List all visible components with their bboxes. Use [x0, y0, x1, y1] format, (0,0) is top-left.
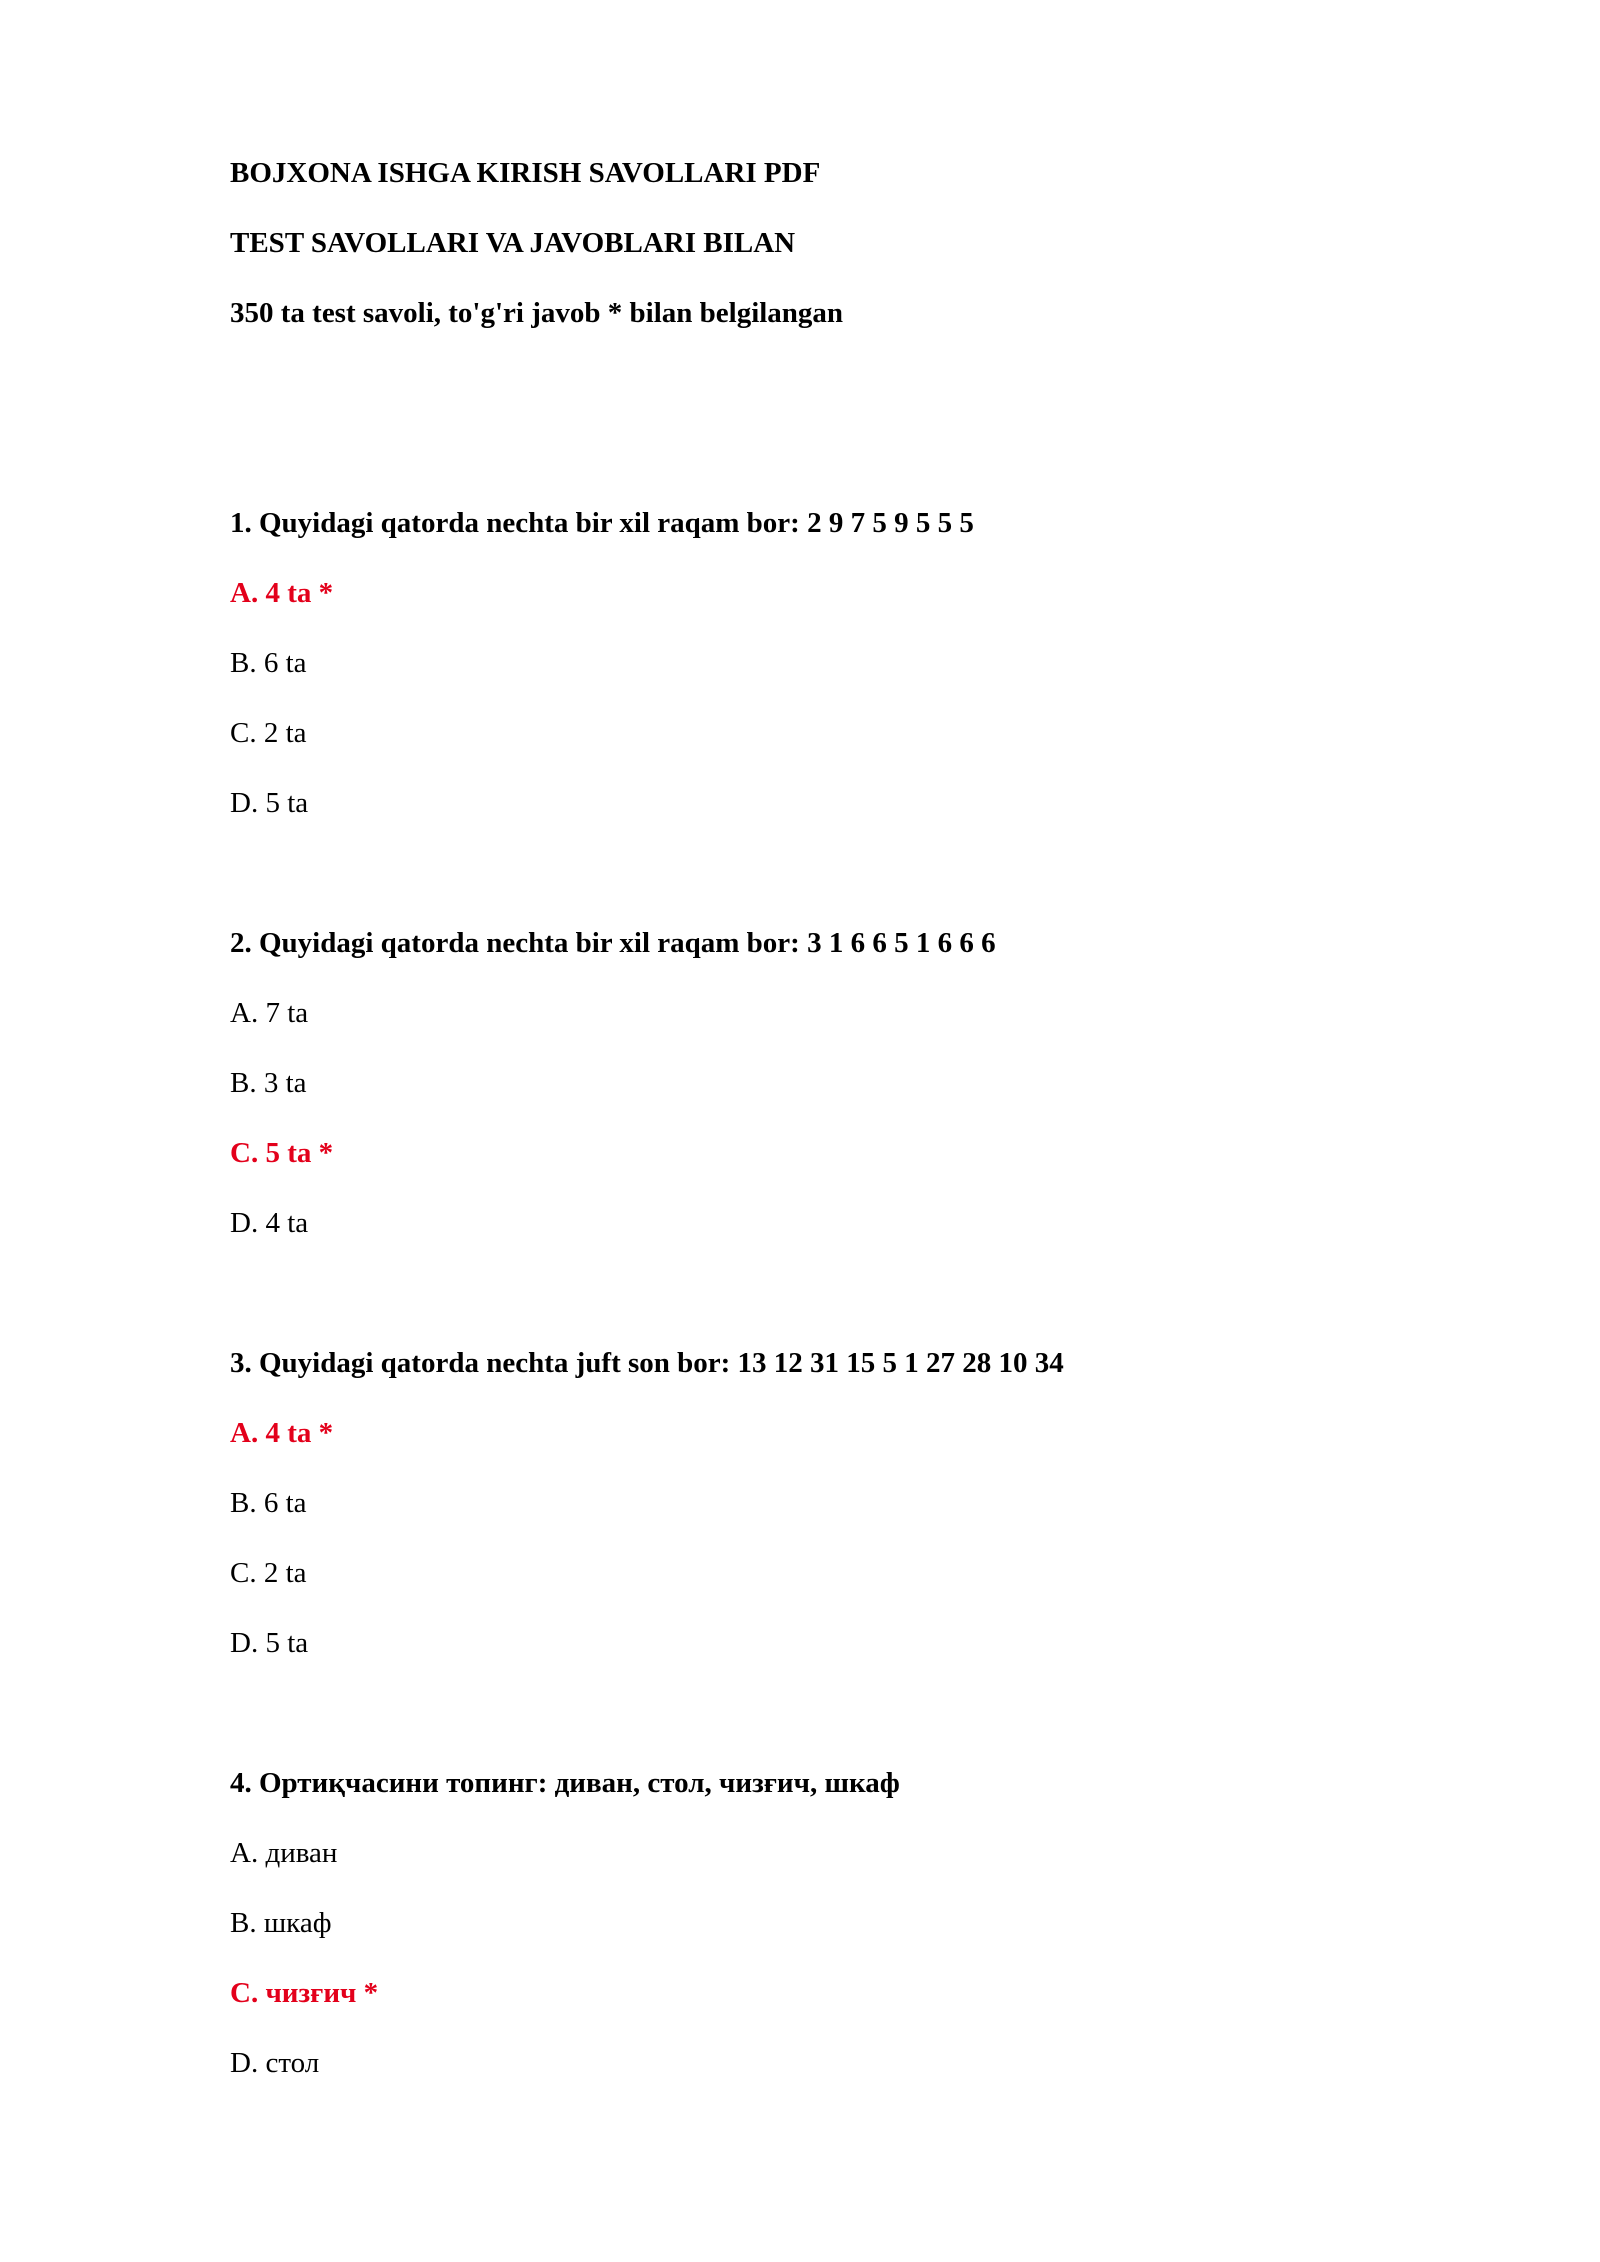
question-3-option-d: D. 5 ta [230, 1627, 309, 1659]
question-4: 4. Ортиқчасини топинг: диван, стол, чизғич, шкаф [230, 1767, 900, 1799]
document-note: 350 ta test savoli, to'g'ri javob * bilan belgilangan [230, 297, 844, 329]
question-2-option-c: C. 5 ta * [230, 1137, 334, 1169]
question-2-option-a: A. 7 ta [230, 997, 309, 1029]
question-3-option-a: A. 4 ta * [230, 1417, 334, 1449]
document-title: BOJXONA ISHGA KIRISH SAVOLLARI PDF [230, 157, 821, 189]
question-3-option-c: C. 2 ta [230, 1557, 307, 1589]
question-1-option-b: B. 6 ta [230, 647, 307, 679]
question-4-option-d: D. стол [230, 2047, 320, 2079]
question-4-option-a: A. диван [230, 1837, 338, 1869]
question-4-option-b: B. шкаф [230, 1907, 332, 1939]
question-1-option-c: C. 2 ta [230, 717, 307, 749]
question-2-option-b: B. 3 ta [230, 1067, 307, 1099]
document-subtitle: TEST SAVOLLARI VA JAVOBLARI BILAN [230, 227, 796, 259]
question-3: 3. Quyidagi qatorda nechta juft son bor: 13 12 31 15 5 1 27 28 10 34 [230, 1347, 1064, 1379]
question-1-option-a: A. 4 ta * [230, 577, 334, 609]
question-2: 2. Quyidagi qatorda nechta bir xil raqam bor: 3 1 6 6 5 1 6 6 6 [230, 927, 996, 959]
question-4-option-c: C. чизғич * [230, 1977, 379, 2009]
question-1-option-d: D. 5 ta [230, 787, 309, 819]
question-3-option-b: B. 6 ta [230, 1487, 307, 1519]
question-2-option-d: D. 4 ta [230, 1207, 309, 1239]
question-1: 1. Quyidagi qatorda nechta bir xil raqam bor: 2 9 7 5 9 5 5 5 [230, 507, 974, 539]
